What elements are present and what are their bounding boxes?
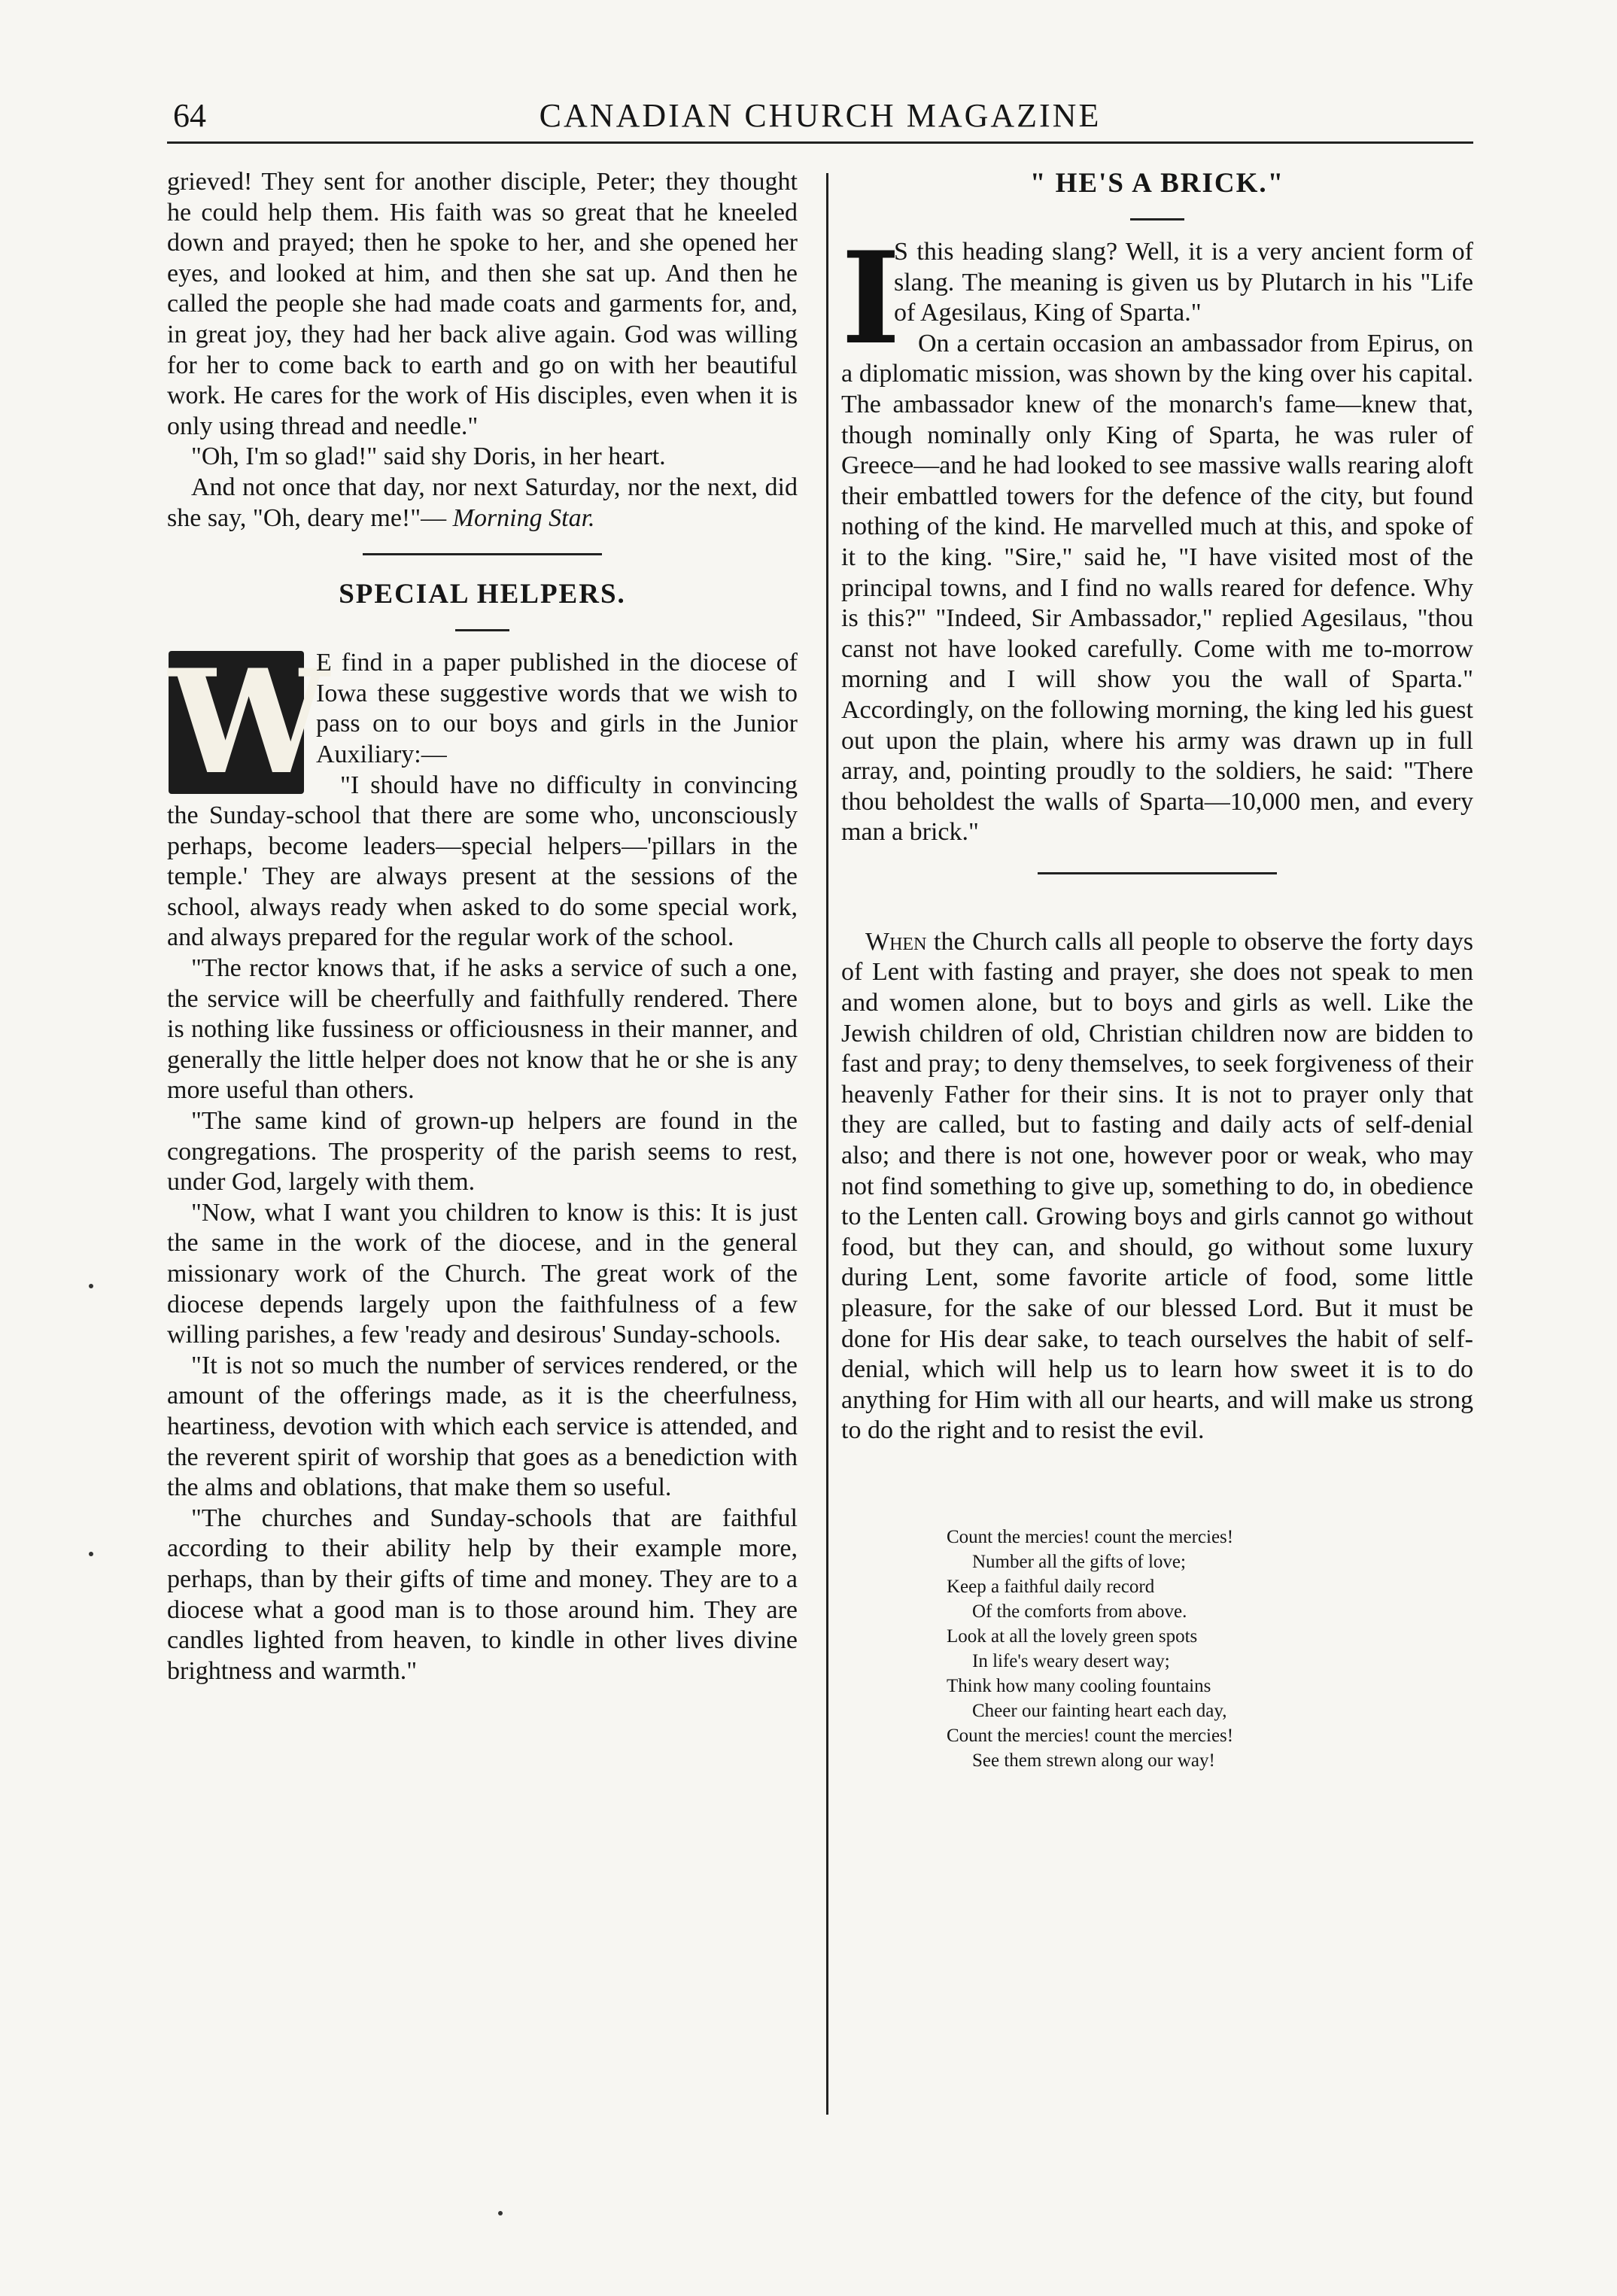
print-speck: [498, 2211, 503, 2215]
section-rule: [363, 553, 602, 555]
article-paragraph: "I should have no difficulty in convincing the Sunday-school that there are some who, unconsciously perhaps, become leaders—special helpers—'pillars in the temple.' They are always present at the sessions of the school, always ready when asked to do some special work, and always prepared for the regular work of the school.: [167, 771, 798, 952]
story-paragraph: On a certain occasion an ambassador from Epirus, on a diplomatic mission, was shown by the king over his capital. The ambassador knew of the monarch's fame—knew that, though nominally only King of Sparta, he was ruler of Greece—and he had looked to see massive walls rearing aloft their embattled towers for the defence of the city, but found nothing of the kind. He marvelled much at this, and spoke of it to the king. "Sire," said he, "I have visited most of the principal towns, and I find no walls reared for defence. Why is this?" "Indeed, Sir Ambassador," replied Agesilaus, "thou canst not have looked carefully. Come with me to-morrow morning and I will show you the wall of Sparta." Accordingly, on the following morning, the king led his guest out upon the plain, where his army was drawn up in full array, and, pointing proudly to the soldiers, he said: "There thou beholdest the walls of Sparta—10,000 men, and every man a brick.": [841, 329, 1473, 847]
special-helpers-intro: [167, 638, 798, 807]
print-speck: [89, 1552, 93, 1556]
spacer: [841, 1446, 1473, 1525]
poem-line: Look at all the lovely green spots: [947, 1625, 1198, 1647]
poem: [947, 1525, 1368, 1773]
page-header: [167, 89, 1473, 143]
poem-line: In life's weary desert way;: [972, 1650, 1170, 1671]
page-number: 64: [173, 97, 206, 134]
poem-line: Cheer our fainting heart each day,: [972, 1700, 1227, 1721]
lent-first-word: When: [865, 927, 927, 956]
story-paragraph: "Oh, I'm so glad!" said shy Doris, in her heart.: [191, 442, 666, 471]
print-speck: [89, 1284, 93, 1288]
section-rule: [1038, 872, 1277, 874]
section-title-special-helpers: SPECIAL HELPERS.: [339, 579, 626, 610]
right-column: [841, 167, 1473, 1773]
article-paragraph: "The churches and Sunday-schools that are faithful according to their ability help by their example more, perhaps, than by their gifts of time and money. They are to a diocese what a good man is to those around him. They are candles lighted from heaven, to kindle in other lives divine brightness and warmth.": [167, 1504, 798, 1685]
poem-line: Keep a faithful daily record: [947, 1576, 1155, 1597]
poem-line: Count the mercies! count the mercies!: [947, 1526, 1234, 1547]
poem-line: Count the mercies! count the mercies!: [947, 1725, 1234, 1746]
poem-line: See them strewn along our way!: [972, 1750, 1215, 1771]
left-column: [167, 167, 798, 1686]
column-divider: [826, 173, 828, 2115]
article-paragraph: "It is not so much the number of services rendered, or the amount of the offerings made, as it is the cheerfulness, heartiness, devotion with which each service is attended, and the reverent spirit of worship that goes as a benediction with the alms and oblations, that make them so useful.: [167, 1351, 798, 1502]
article-paragraph: "The rector knows that, if he asks a service of such a one, the service will be cheerfully and faithfully rendered. There is nothing like fussiness or officiousness in their manner, and generally the little helper does not know that he or she is any more useful than others.: [167, 954, 798, 1105]
header-rule: [167, 141, 1473, 144]
section-title-hes-a-brick: " HE'S A BRICK.": [1029, 168, 1285, 199]
title-rule: [455, 629, 509, 631]
intro-text: S this heading slang? Well, it is a very ancient form of slang. The meaning is given us by Plutarch in his "Life of Agesilaus, King of Sparta.": [894, 238, 1473, 327]
poem-line: Of the comforts from above.: [972, 1601, 1187, 1622]
story-closing: And not once that day, nor next Saturday, nor the next, did she say, "Oh, deary me!"— Morning Star.: [167, 473, 798, 532]
brick-intro: [841, 224, 1473, 373]
drop-cap-w: W: [169, 638, 330, 807]
intro-text: E find in a paper published in the diocese of Iowa these suggestive words that we wish to pass on to our boys and girls in the Junior Auxiliary:—: [316, 649, 798, 768]
lent-paragraph: When the Church calls all people to observe the forty days of Lent with fasting and prayer, she does not speak to men and women alone, but to boys and girls as well. Like the Jewish children of old, Christian children now are bidden to fast and pray; to deny themselves, to seek forgiveness of their heavenly Father for their sins. It is not to prayer only that they are called, but to fasting and daily acts of self-denial also; and there is not one, however poor or weak, who may not find something to give up, something to do, in obedience to the Lenten call. Growing boys and girls cannot go without food, but they can, and should, go without some luxury during Lent, some favorite article of food, some little pleasure, for the sake of our blessed Lord. But it must be done for His dear sake, to teach ourselves the habit of self-denial, which will help us to learn how sweet it is to do anything for Him with all our hearts, and will make us strong to do the right and to resist the evil.: [841, 927, 1473, 1445]
drop-cap-i: I: [841, 224, 901, 373]
story-continuation: grieved! They sent for another disciple, Peter; they thought he could help them. His faith was so great that he kneeled down and prayed; then he spoke to her, and she opened her eyes, and looked at him, and then she sat up. And then he called the people she had made coats and garments for, and, in great joy, they had her back alive again. God was willing for her to come back to earth and go on with her beautiful work. He cares for the work of His disciples, even when it is only using thread and needle.": [167, 168, 798, 440]
story-source: Morning Star.: [452, 503, 595, 532]
poem-line: Number all the gifts of love;: [972, 1551, 1186, 1572]
article-paragraph: "Now, what I want you children to know is this: It is just the same in the work of the diocese, and in the general missionary work of the Church. The great work of the diocese depends largely upon the faithfulness of a few willing parishes, a few 'ready and desirous' Sunday-schools.: [167, 1198, 798, 1349]
article-paragraph: "The same kind of grown-up helpers are found in the congregations. The prosperity of the parish seems to rest, under God, largely with them.: [167, 1107, 798, 1197]
running-title: CANADIAN CHURCH MAGAZINE: [539, 97, 1102, 134]
title-rule: [1130, 218, 1184, 220]
poem-line: Think how many cooling fountains: [947, 1675, 1211, 1696]
